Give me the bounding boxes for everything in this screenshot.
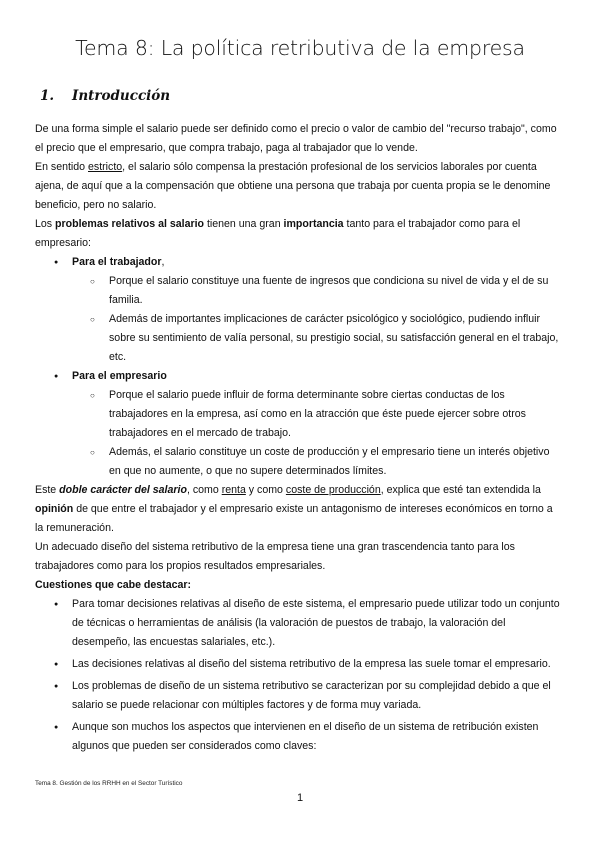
trabajador-sublist <box>35 272 563 367</box>
text-run: En sentido <box>35 161 89 173</box>
document-title: Tema 8: La política retributiva de la empresa <box>75 36 525 60</box>
section-heading-text: Introducción <box>72 88 171 104</box>
list-item-trabajador <box>35 253 563 272</box>
underlined-term: estricto <box>88 161 123 173</box>
paragraph-salary-definition: De una forma simple el salario puede ser definido como el precio o valor de cambio del "recurso trabajo", como el precio que el empresario, que compra trabajo, paga al trabajador que lo vende. <box>35 123 557 154</box>
page-footer: Tema 8. Gestión de los RRHH en el Sector Turístico <box>35 780 183 787</box>
cuestiones-list <box>35 595 563 756</box>
text-run: , explica que esté tan extendida la <box>380 484 541 496</box>
text-run: y como <box>245 484 286 496</box>
document-body <box>35 120 563 759</box>
page-number: 1 <box>296 792 304 804</box>
list-item: ● Los problemas de diseño de un sistema retributivo se caracterizan por su complejidad debido a que el salario se puede relacionar con múltiples factores y de forma muy variada. <box>35 677 563 715</box>
cuestiones-heading: Cuestiones que cabe destacar: <box>35 579 192 591</box>
list-item: ○ Porque el salario constituye una fuente de ingresos que condiciona su nivel de vida y el de su familia. <box>35 272 563 310</box>
text-run: de que entre el trabajador y el empresario existe un antagonismo de intereses económicos en torno a la remuneración. <box>35 503 553 534</box>
text-run: tienen una gran <box>204 218 284 230</box>
list-item: ○ Porque el salario puede influir de forma determinante sobre ciertas conductas de los trabajadores en la empresa, así como en la atracción que éste puede ejercer sobre otros trabajadores en el mercado de trabajo. <box>35 386 563 443</box>
paragraph-problems <box>35 215 563 253</box>
section-heading <box>40 88 170 104</box>
underlined-term: renta <box>221 484 246 496</box>
section-number: 1. <box>40 88 55 104</box>
list-item: ○ Además de importantes implicaciones de carácter psicológico y sociológico, pudiendo influir sobre su sentimiento de valía personal, su prestigio social, su satisfacción general en el trabajo, etc. <box>35 310 563 367</box>
text-run: , <box>161 256 165 268</box>
bold-term: Para el trabajador <box>72 256 162 268</box>
bold-term: importancia <box>283 218 344 230</box>
list-item: ● Para tomar decisiones relativas al diseño de este sistema, el empresario puede utilizar todo un conjunto de técnicas o herramientas de análisis (la valoración de puestos de trabajo, la valoración del desempeño, las encuestas salariales, etc.). <box>35 595 563 652</box>
bold-term: problemas relativos al salario <box>55 218 205 230</box>
empresario-sublist <box>35 386 563 481</box>
bold-italic-term: doble carácter del salario <box>59 484 187 496</box>
paragraph-double-character <box>35 481 563 538</box>
text-run: tanto para el trabajador como para el empresario: <box>35 218 521 249</box>
text-run: Los <box>35 218 56 230</box>
text-run: Este <box>35 484 60 496</box>
list-item: ● Las decisiones relativas al diseño del sistema retributivo de la empresa las suele tomar el empresario. <box>35 655 563 674</box>
stakeholder-list <box>35 367 563 386</box>
paragraph-design-importance: Un adecuado diseño del sistema retributivo de la empresa tiene una gran trascendencia tanto para los trabajadores como para los propios resultados empresariales. <box>35 541 515 572</box>
list-item: ● Aunque son muchos los aspectos que intervienen en el diseño de un sistema de retribución existen algunos que pueden ser considerados como claves: <box>35 718 563 756</box>
list-item-empresario <box>35 367 563 386</box>
underlined-term: coste de producción <box>285 484 381 496</box>
text-run: , el salario sólo compensa la prestación profesional de los servicios laborales por cuenta ajena, de aquí que a la compensación que obtiene una persona que trabaja por cuenta propia se le denomine beneficio, pero no salario. <box>35 161 551 211</box>
text-run: , como <box>186 484 222 496</box>
bold-term: opinión <box>35 503 74 515</box>
paragraph-strict-sense <box>35 158 563 215</box>
bold-term: Para el empresario <box>72 370 167 382</box>
stakeholder-list <box>35 253 563 272</box>
list-item: ○ Además, el salario constituye un coste de producción y el empresario tiene un interés objetivo en que no aumente, o que no supere determinados límites. <box>35 443 563 481</box>
